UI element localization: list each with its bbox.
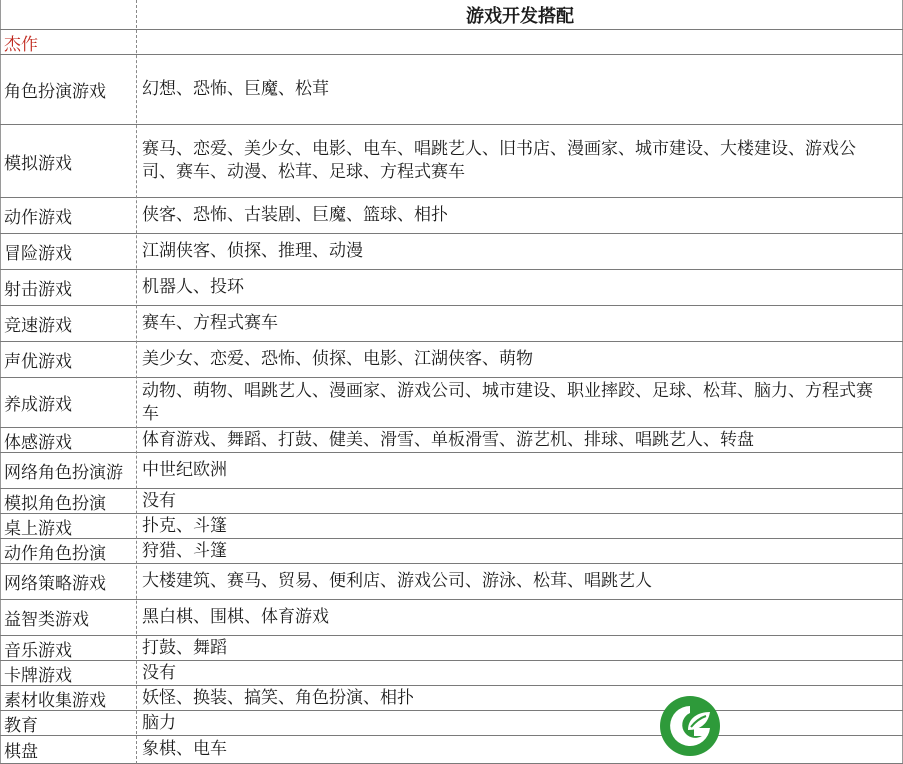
combo-cell: 赛马、恋爱、美少女、电影、电车、唱跳艺人、旧书店、漫画家、城市建设、大楼建设、游戏公司、赛车、动漫、松茸、足球、方程式赛车 — [142, 139, 856, 182]
genre-cell: 养成游戏 — [4, 395, 72, 415]
combo-cell: 机器人、投环 — [142, 277, 244, 297]
genre-cell: 音乐游戏 — [4, 640, 72, 661]
combo-cell: 脑力 — [142, 712, 176, 733]
genre-cell: 动作角色扮演 — [4, 543, 106, 564]
page-title: 游戏开发搭配 — [466, 6, 574, 27]
combo-cell: 幻想、恐怖、巨魔、松茸 — [142, 79, 329, 99]
combo-cell: 没有 — [142, 662, 176, 683]
genre-cell: 模拟游戏 — [4, 153, 72, 174]
combo-cell: 江湖侠客、侦探、推理、动漫 — [142, 241, 363, 261]
genre-cell: 网络角色扮演游 — [4, 463, 123, 483]
column-divider — [136, 0, 137, 764]
combo-cell: 赛车、方程式赛车 — [142, 313, 278, 333]
genre-cell: 网络策略游戏 — [4, 574, 106, 594]
genre-cell: 素材收集游戏 — [4, 690, 106, 711]
combo-cell: 没有 — [142, 490, 176, 511]
genre-cell: 桌上游戏 — [4, 518, 72, 539]
combo-cell: 美少女、恋爱、恐怖、侦探、电影、江湖侠客、萌物 — [142, 349, 533, 369]
combo-cell: 狩猎、斗篷 — [142, 540, 227, 561]
genre-cell: 体感游戏 — [4, 432, 72, 453]
combo-cell: 动物、萌物、唱跳艺人、漫画家、游戏公司、城市建设、职业摔跤、足球、松茸、脑力、方程式赛车 — [142, 380, 873, 424]
genre-cell: 动作游戏 — [4, 208, 72, 228]
combo-cell: 体育游戏、舞蹈、打鼓、健美、滑雪、单板滑雪、游艺机、排球、唱跳艺人、转盘 — [142, 429, 754, 450]
combo-cell: 扑克、斗篷 — [142, 515, 227, 536]
studio-label: 杰作 — [4, 34, 38, 55]
combo-cell: 打鼓、舞蹈 — [142, 637, 227, 658]
genre-cell: 卡牌游戏 — [4, 665, 72, 686]
combo-cell: 侠客、恐怖、古装剧、巨魔、篮球、相扑 — [142, 205, 448, 225]
genre-cell: 声优游戏 — [4, 352, 72, 372]
genre-cell: 益智类游戏 — [4, 610, 89, 630]
combo-cell: 黑白棋、围棋、体育游戏 — [142, 607, 329, 627]
combo-cell: 象棋、电车 — [142, 739, 227, 759]
combo-cell: 妖怪、换装、搞笑、角色扮演、相扑 — [142, 687, 414, 708]
genre-cell: 模拟角色扮演 — [4, 493, 106, 514]
genre-cell: 角色扮演游戏 — [4, 82, 106, 102]
genre-cell: 棋盘 — [4, 742, 38, 762]
combo-cell: 大楼建筑、赛马、贸易、便利店、游戏公司、游泳、松茸、唱跳艺人 — [142, 571, 652, 591]
genre-cell: 冒险游戏 — [4, 244, 72, 264]
genre-cell: 射击游戏 — [4, 280, 72, 300]
genre-cell: 竞速游戏 — [4, 316, 72, 336]
combo-cell: 中世纪欧洲 — [142, 460, 227, 480]
leaf-g-logo-icon — [658, 694, 722, 758]
genre-cell: 教育 — [4, 715, 38, 736]
